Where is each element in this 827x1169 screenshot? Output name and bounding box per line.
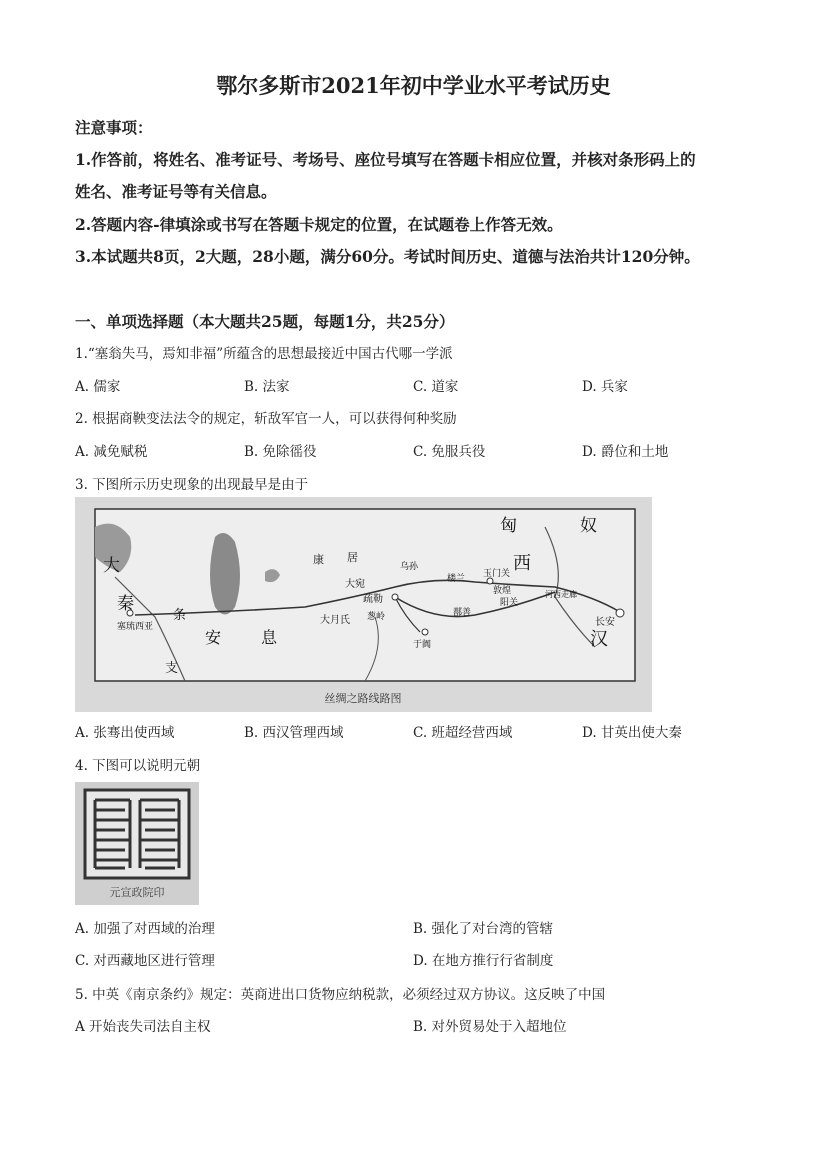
yuan-seal-image [75, 782, 199, 905]
caspian-sea [210, 533, 240, 615]
note-line-3: 3.本试题共8页，2大题，28小题，满分60分。考试时间历史、道德与法治共计120分钟。 [75, 247, 700, 266]
silk-road-map [75, 497, 652, 712]
section-heading: 一、单项选择题（本大题共25题，每题1分，共25分） [75, 312, 455, 331]
silk-road-map-drawing [75, 497, 652, 712]
label-tiao: 条 [173, 608, 187, 623]
label-seleucia: 塞琉西亚 [117, 622, 154, 632]
seal-border [85, 790, 189, 878]
notes-heading: 注意事项： [75, 118, 153, 137]
q4-option-d[interactable]: D. 在地方推行行省制度 [413, 953, 554, 969]
question-3-stem: 3. 下图所示历史现象的出现最早是由于 [75, 477, 309, 493]
q1-option-a[interactable]: A. 儒家 [75, 379, 121, 395]
q2-option-c[interactable]: C. 免服兵役 [413, 444, 486, 460]
q3-option-c[interactable]: C. 班超经营西域 [413, 725, 513, 741]
label-xiongnu-2: 奴 [580, 516, 597, 536]
label-congling: 葱岭 [367, 612, 386, 622]
label-shanshan: 鄯善 [453, 608, 472, 618]
label-loulan: 楼兰 [447, 574, 466, 584]
q3-option-b[interactable]: B. 西汉管理西域 [244, 725, 344, 741]
q3-option-a[interactable]: A. 张骞出使西域 [75, 725, 175, 741]
q2-option-a[interactable]: A. 减免赋税 [75, 444, 148, 460]
city-yutian [422, 629, 428, 635]
q5-option-b[interactable]: B. 对外贸易处于入超地位 [413, 1019, 567, 1035]
label-kang: 康 [313, 553, 324, 566]
page-title: 鄂尔多斯市2021年初中学业水平考试历史 [216, 73, 611, 98]
label-han: 汉 [590, 629, 608, 650]
question-1-stem: 1.“塞翁失马，焉知非福”所蕴含的思想最接近中国古代哪一学派 [75, 346, 453, 362]
seal-caption: 元宣政院印 [109, 886, 165, 899]
q1-option-b[interactable]: B. 法家 [244, 379, 290, 395]
label-xi-parthia: 息 [261, 628, 278, 647]
label-changan: 长安 [595, 617, 615, 628]
label-yumenguan: 玉门关 [483, 569, 511, 579]
label-zhi: 支 [165, 661, 179, 676]
city-changan [616, 609, 624, 617]
label-da: 大 [103, 556, 120, 576]
label-ju: 居 [347, 551, 358, 564]
label-dunhuang: 敦煌 [493, 586, 512, 596]
q4-option-b[interactable]: B. 强化了对台湾的管辖 [413, 921, 554, 937]
q4-option-a[interactable]: A. 加强了对西域的治理 [75, 921, 215, 937]
question-4-stem: 4. 下图可以说明元朝 [75, 758, 201, 774]
question-5-stem: 5. 中英《南京条约》规定：英商进出口货物应纳税款，必须经过双方协议。这反映了中国 [75, 987, 606, 1003]
q3-option-d[interactable]: D. 甘英出使大秦 [582, 725, 682, 741]
label-dayuezhi: 大月氏 [320, 615, 350, 626]
note-line-1a: 1.作答前，将姓名、准考证号、考场号、座位号填写在答题卡相应位置，并核对条形码上的 [75, 150, 696, 169]
label-xiongnu-1: 匈 [500, 516, 517, 536]
q1-option-c[interactable]: C. 道家 [413, 379, 459, 395]
q2-option-b[interactable]: B. 免除徭役 [244, 444, 317, 460]
note-line-2: 2.答题内容-律填涂或书写在答题卡规定的位置，在试题卷上作答无效。 [75, 215, 563, 234]
q1-option-d[interactable]: D. 兵家 [582, 379, 628, 395]
q4-option-c[interactable]: C. 对西藏地区进行管理 [75, 953, 215, 969]
label-xi: 西 [513, 553, 531, 574]
label-wusun: 乌孙 [400, 562, 419, 572]
label-qin: 秦 [117, 594, 134, 614]
label-shule: 疏勒 [363, 594, 383, 605]
label-dayuan: 大宛 [345, 579, 365, 590]
seal-drawing [75, 782, 199, 905]
q5-option-a[interactable]: A 开始丧失司法自主权 [75, 1019, 211, 1035]
city-shule [392, 594, 398, 600]
question-2-stem: 2. 根据商鞅变法法令的规定，斩敌军官一人，可以获得何种奖励 [75, 411, 457, 427]
label-yutian: 于阗 [413, 640, 432, 650]
q2-option-d[interactable]: D. 爵位和土地 [582, 444, 669, 460]
label-hexi: 河西走廊 [545, 590, 577, 599]
map-caption: 丝绸之路线路图 [324, 692, 402, 705]
label-yangguan: 阳关 [500, 598, 519, 608]
note-line-1b: 姓名、准考证号等有关信息。 [75, 182, 277, 201]
label-an: 安 [205, 628, 222, 647]
